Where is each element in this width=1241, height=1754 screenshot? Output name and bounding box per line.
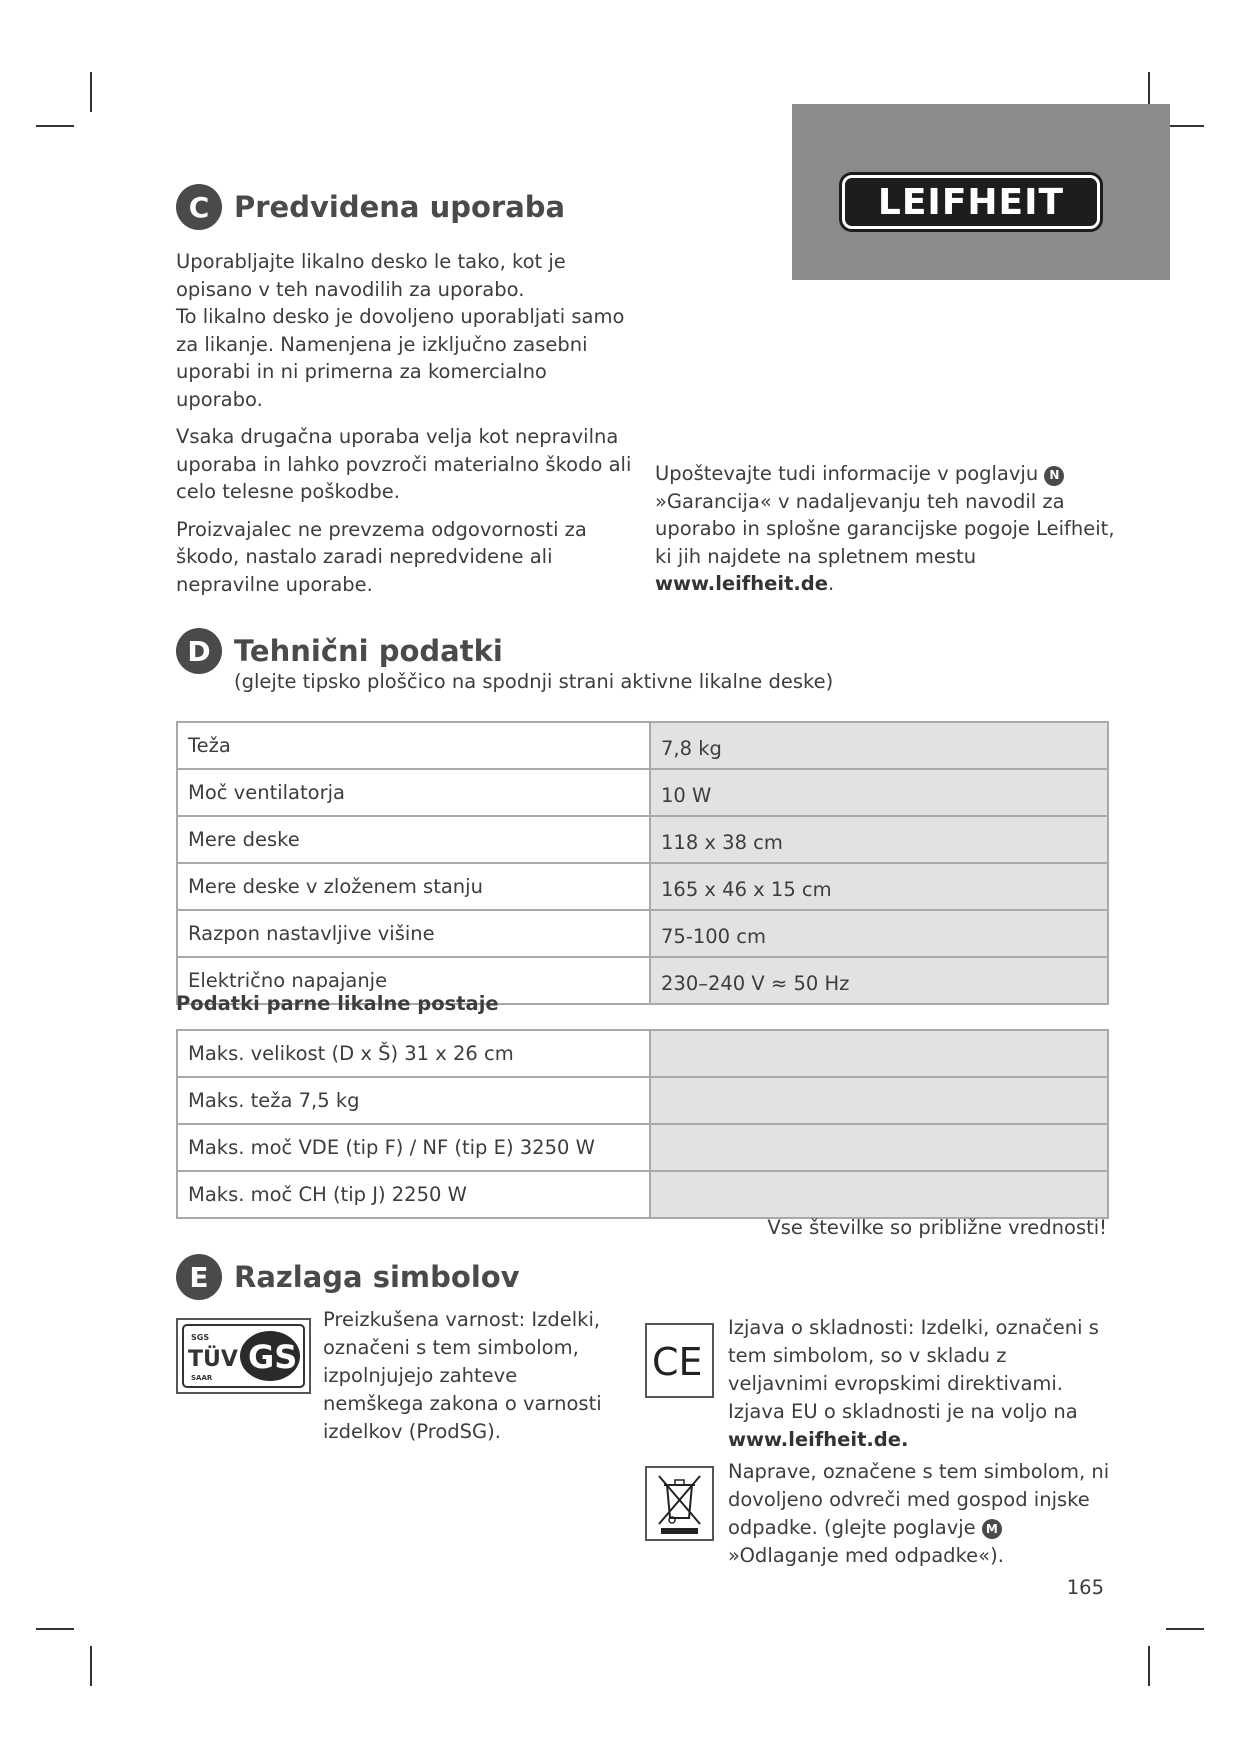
row-value: 10 W: [650, 769, 1108, 816]
weee-text-post: »Odlaganje med odpadke«).: [728, 1544, 1004, 1567]
row-label: Maks. moč VDE (tip F) / NF (tip E) 3250 W: [177, 1124, 650, 1171]
gs-description: Preizkušena varnost: Izdelki, označeni s tem simbolom, izpolnjujejo zahteve nemškega zakona o varnosti izdelkov (ProdSG).: [323, 1308, 602, 1443]
table-row: [177, 816, 1108, 863]
row-value: 165 x 46 x 15 cm: [650, 863, 1108, 910]
table-row: [177, 1030, 1108, 1077]
row-value: 118 x 38 cm: [650, 816, 1108, 863]
note-end: .: [828, 572, 835, 595]
section-d-title: Tehnični podatki: [234, 634, 503, 668]
row-label: Maks. velikost (D x Š) 31 x 26 cm: [177, 1030, 650, 1077]
usage-paragraph-1: Uporabljajte likalno desko le tako, kot je opisano v teh navodilih za uporabo.: [176, 250, 566, 301]
section-c-heading: [176, 184, 565, 230]
section-badge-d: D: [176, 628, 222, 674]
website-link[interactable]: www.leifheit.de: [655, 572, 828, 595]
weee-description: [728, 1458, 1118, 1570]
section-d-heading: [176, 628, 503, 674]
row-label: Mere deske: [177, 816, 650, 863]
row-label: Razpon nastavljive višine: [177, 910, 650, 957]
row-value: 7,8 kg: [650, 722, 1108, 769]
row-label: Maks. teža 7,5 kg: [177, 1077, 650, 1124]
saar-label: SAAR: [191, 1374, 213, 1382]
warranty-note-post: »Garancija« v nadaljevanju teh navodil za uporabo in splošne garancijske pogoje Leifheit, ki jih najdete na spletnem mestu: [655, 489, 1115, 568]
sgs-label: SGS: [191, 1333, 210, 1342]
usage-paragraph-2: Vsaka drugačna uporaba velja kot nepravilna uporaba in lahko povzroči materialno škodo ali celo telesne poškodbe.: [176, 425, 632, 503]
gs-label: GS: [248, 1338, 298, 1376]
row-value: [650, 1171, 1108, 1218]
section-c-body: [176, 248, 636, 608]
usage-paragraph-3: Proizvajalec ne prevzema odgovornosti za škodo, nastalo zaradi nepredvidene ali nepravilne uporabe.: [176, 517, 587, 596]
crop-mark: [1166, 1628, 1204, 1630]
crop-mark: [1148, 1646, 1150, 1686]
crossed-bin-icon: [647, 1468, 712, 1539]
tuv-label: TÜV: [188, 1347, 238, 1372]
section-badge-c: C: [176, 184, 222, 230]
row-label: Maks. moč CH (tip J) 2250 W: [177, 1171, 650, 1218]
section-e-title: Razlaga simbolov: [234, 1260, 520, 1294]
row-value: 230–240 V ≈ 50 Hz: [650, 957, 1108, 1004]
footnote: Vse številke so približne vrednosti!: [767, 1216, 1107, 1239]
ce-label: CE: [652, 1340, 703, 1384]
chapter-badge-n: N: [1044, 466, 1064, 486]
crop-mark: [36, 1628, 74, 1630]
table-row: [177, 1124, 1108, 1171]
ce-description: [728, 1314, 1108, 1454]
row-label: Teža: [177, 722, 650, 769]
station-data-table: [176, 1029, 1109, 1219]
row-value: [650, 1030, 1108, 1077]
row-label: Moč ventilatorja: [177, 769, 650, 816]
section-e-heading: [176, 1254, 520, 1300]
usage-paragraph-1b: To likalno desko je dovoljeno uporabljati samo za likanje. Namenjena je izključno zasebni uporabi in ni primerna za komercialno uporabo.: [176, 305, 625, 411]
section-d-subtitle: (glejte tipsko ploščico na spodnji strani aktivne likalne deske): [234, 670, 834, 693]
chapter-badge-m: M: [982, 1519, 1002, 1539]
section-c-title: Predvidena uporaba: [234, 190, 566, 224]
row-value: 75-100 cm: [650, 910, 1108, 957]
warranty-note-pre: Upoštevajte tudi informacije v poglavju: [655, 462, 1039, 485]
ce-text: Izjava o skladnosti: Izdelki, označeni s tem simbolom, so v skladu z veljavnimi evropskimi direktivami. Izjava EU o skladnosti je na voljo na: [728, 1316, 1099, 1423]
ce-symbol: [645, 1323, 714, 1398]
crop-mark: [90, 1646, 92, 1686]
crop-mark: [90, 72, 92, 112]
section-badge-e: E: [176, 1254, 222, 1300]
crop-mark: [1166, 125, 1204, 127]
table-row: [177, 910, 1108, 957]
tuv-gs-symbol: [176, 1318, 311, 1394]
table-row: [177, 722, 1108, 769]
row-value: [650, 1077, 1108, 1124]
weee-symbol: [645, 1466, 714, 1541]
table-row: [177, 1077, 1108, 1124]
table-row: [177, 863, 1108, 910]
row-label: Električno napajanje: [177, 957, 650, 1004]
table-row: [177, 769, 1108, 816]
ce-mark-icon: [647, 1325, 712, 1396]
weee-text-pre: Naprave, označene s tem simbolom, ni dovoljeno odvreči med gospod injske odpadke. (glejte poglavje: [728, 1460, 1110, 1539]
row-label: Mere deske v zloženem stanju: [177, 863, 650, 910]
table-row: [177, 1171, 1108, 1218]
tuv-gs-icon: [178, 1320, 309, 1392]
page-number: 165: [1066, 1576, 1104, 1599]
leifheit-logo: LEIFHEIT: [842, 175, 1100, 229]
ce-website-link[interactable]: www.leifheit.de.: [728, 1428, 909, 1451]
logo-panel: [792, 104, 1170, 280]
station-heading: Podatki parne likalne postaje: [176, 992, 499, 1015]
row-value: [650, 1124, 1108, 1171]
crop-mark: [36, 125, 74, 127]
tech-data-table: [176, 721, 1109, 1005]
warranty-note: [655, 460, 1115, 598]
